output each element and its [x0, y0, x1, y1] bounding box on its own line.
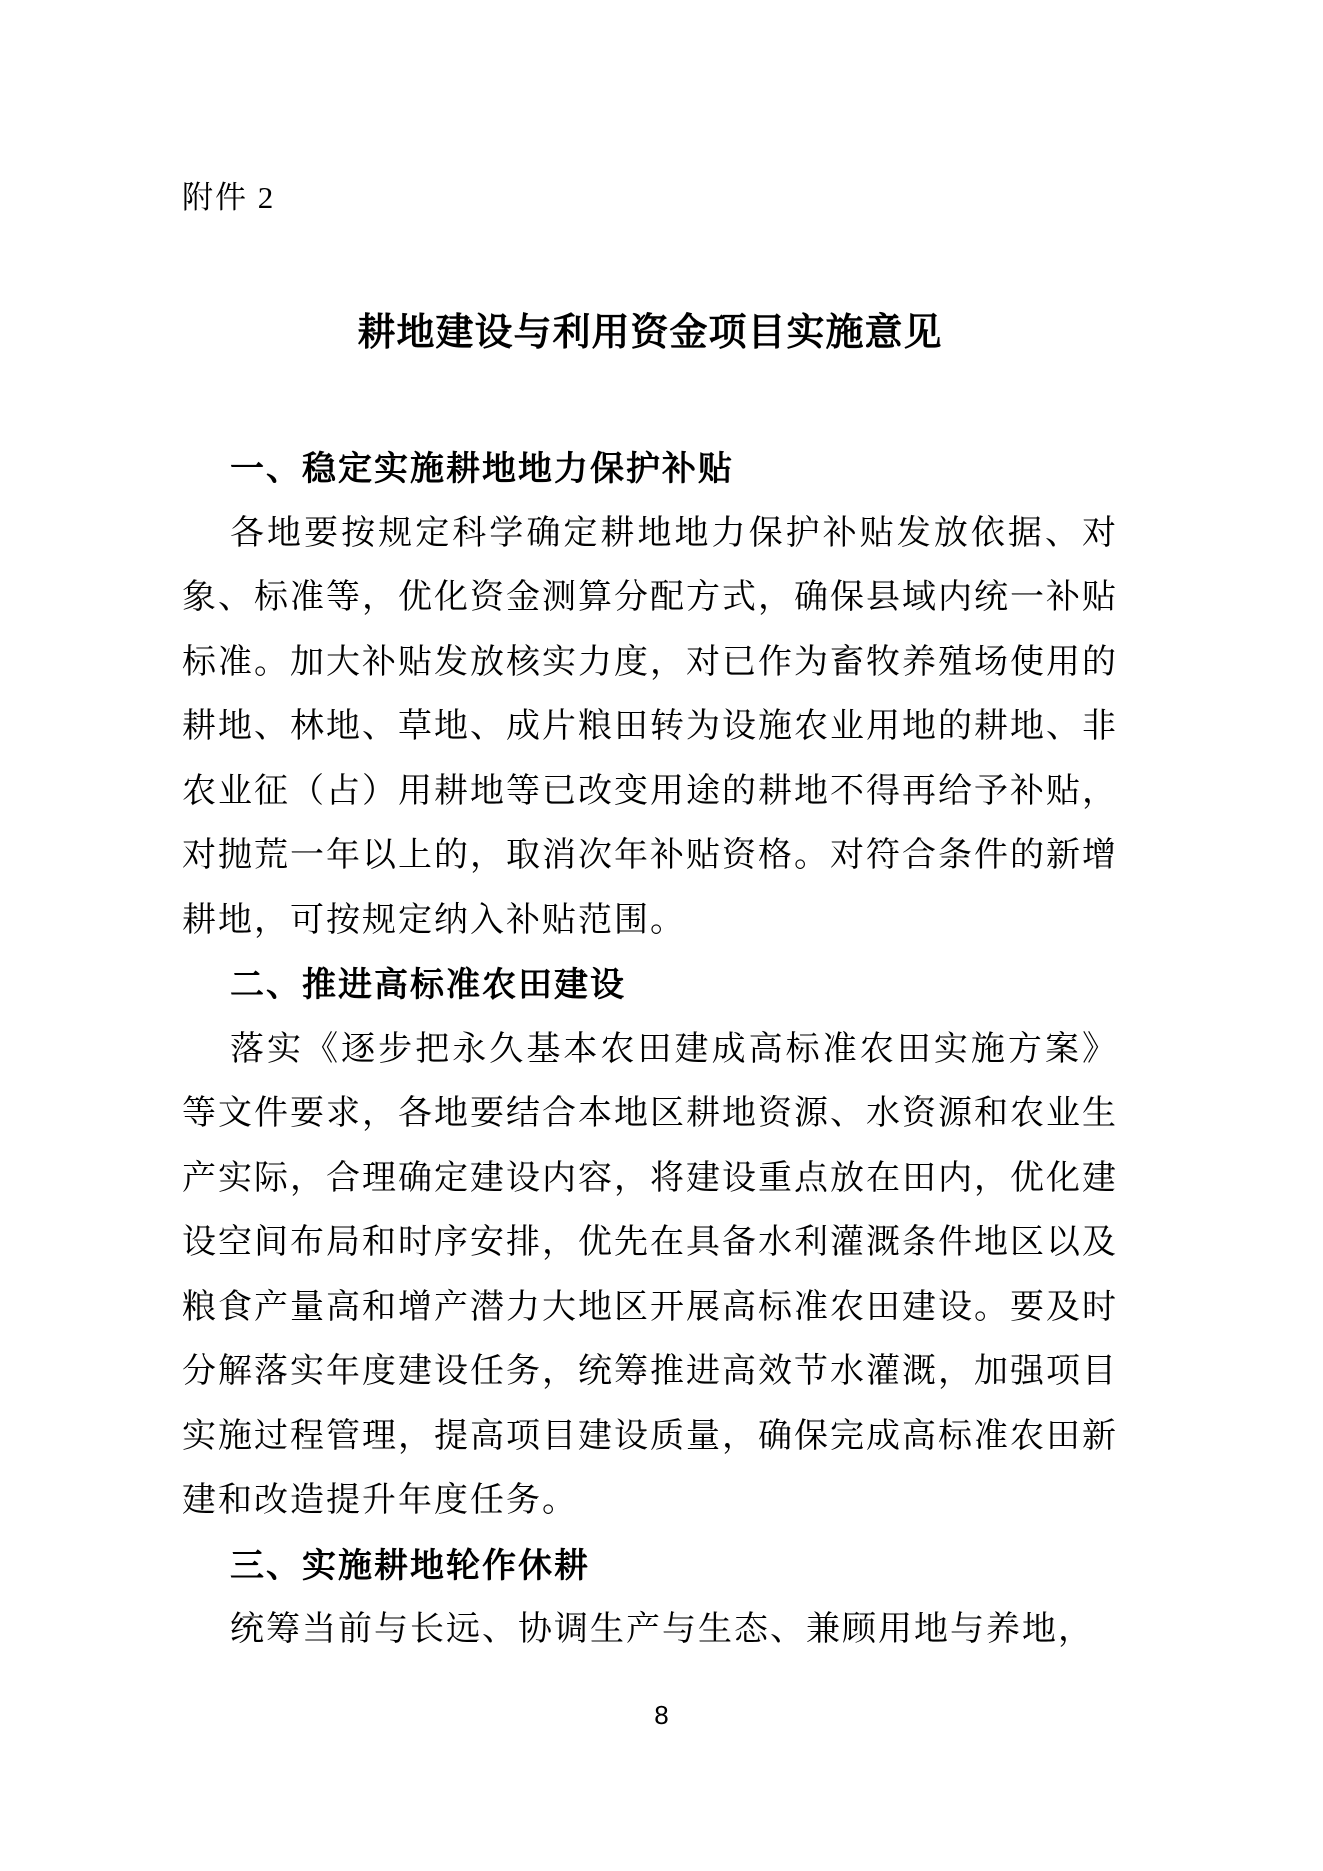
section-heading: 二、推进高标准农田建设 [230, 966, 626, 1004]
page-number: 8 [654, 1700, 669, 1730]
body-paragraph: 统筹当前与长远、协调生产与生态、兼顾用地与养地， [230, 1611, 1094, 1648]
document-section [182, 437, 1118, 953]
attachment-label: 附件 2 [182, 180, 276, 215]
document-title: 耕地建设与利用资金项目实施意见 [357, 312, 943, 354]
document-section [182, 1534, 1118, 1663]
document-section [182, 953, 1118, 1534]
body-paragraph: 各地要按规定科学确定耕地地力保护补贴发放依据、对象、标准等，优化资金测算分配方式，确保县域内统一补贴标准。加大补贴发放核实力度，对已作为畜牧养殖场使用的耕地、林地、草地、成片粮田转为设施农业用地的耕地、非农业征（占）用耕地等已改变用途的耕地不得再给予补贴，对抛荒一年以上的，取消次年补贴资格。对符合条件的新增耕地，可按规定纳入补贴范围。 [182, 514, 1118, 939]
section-heading: 一、稳定实施耕地地力保护补贴 [230, 450, 734, 488]
section-heading: 三、实施耕地轮作休耕 [230, 1546, 590, 1585]
document-body [182, 437, 1118, 1663]
body-paragraph: 落实《逐步把永久基本农田建成高标准农田实施方案》等文件要求，各地要结合本地区耕地资源、水资源和农业生产实际，合理确定建设内容，将建设重点放在田内，优化建设空间布局和时序安排，优先在具备水利灌溉条件地区以及粮食产量高和增产潜力大地区开展高标准农田建设。要及时分解落实年度建设任务，统筹推进高效节水灌溉，加强项目实施过程管理，提高项目建设质量，确保完成高标准农田新建和改造提升年度任务。 [182, 1030, 1118, 1519]
